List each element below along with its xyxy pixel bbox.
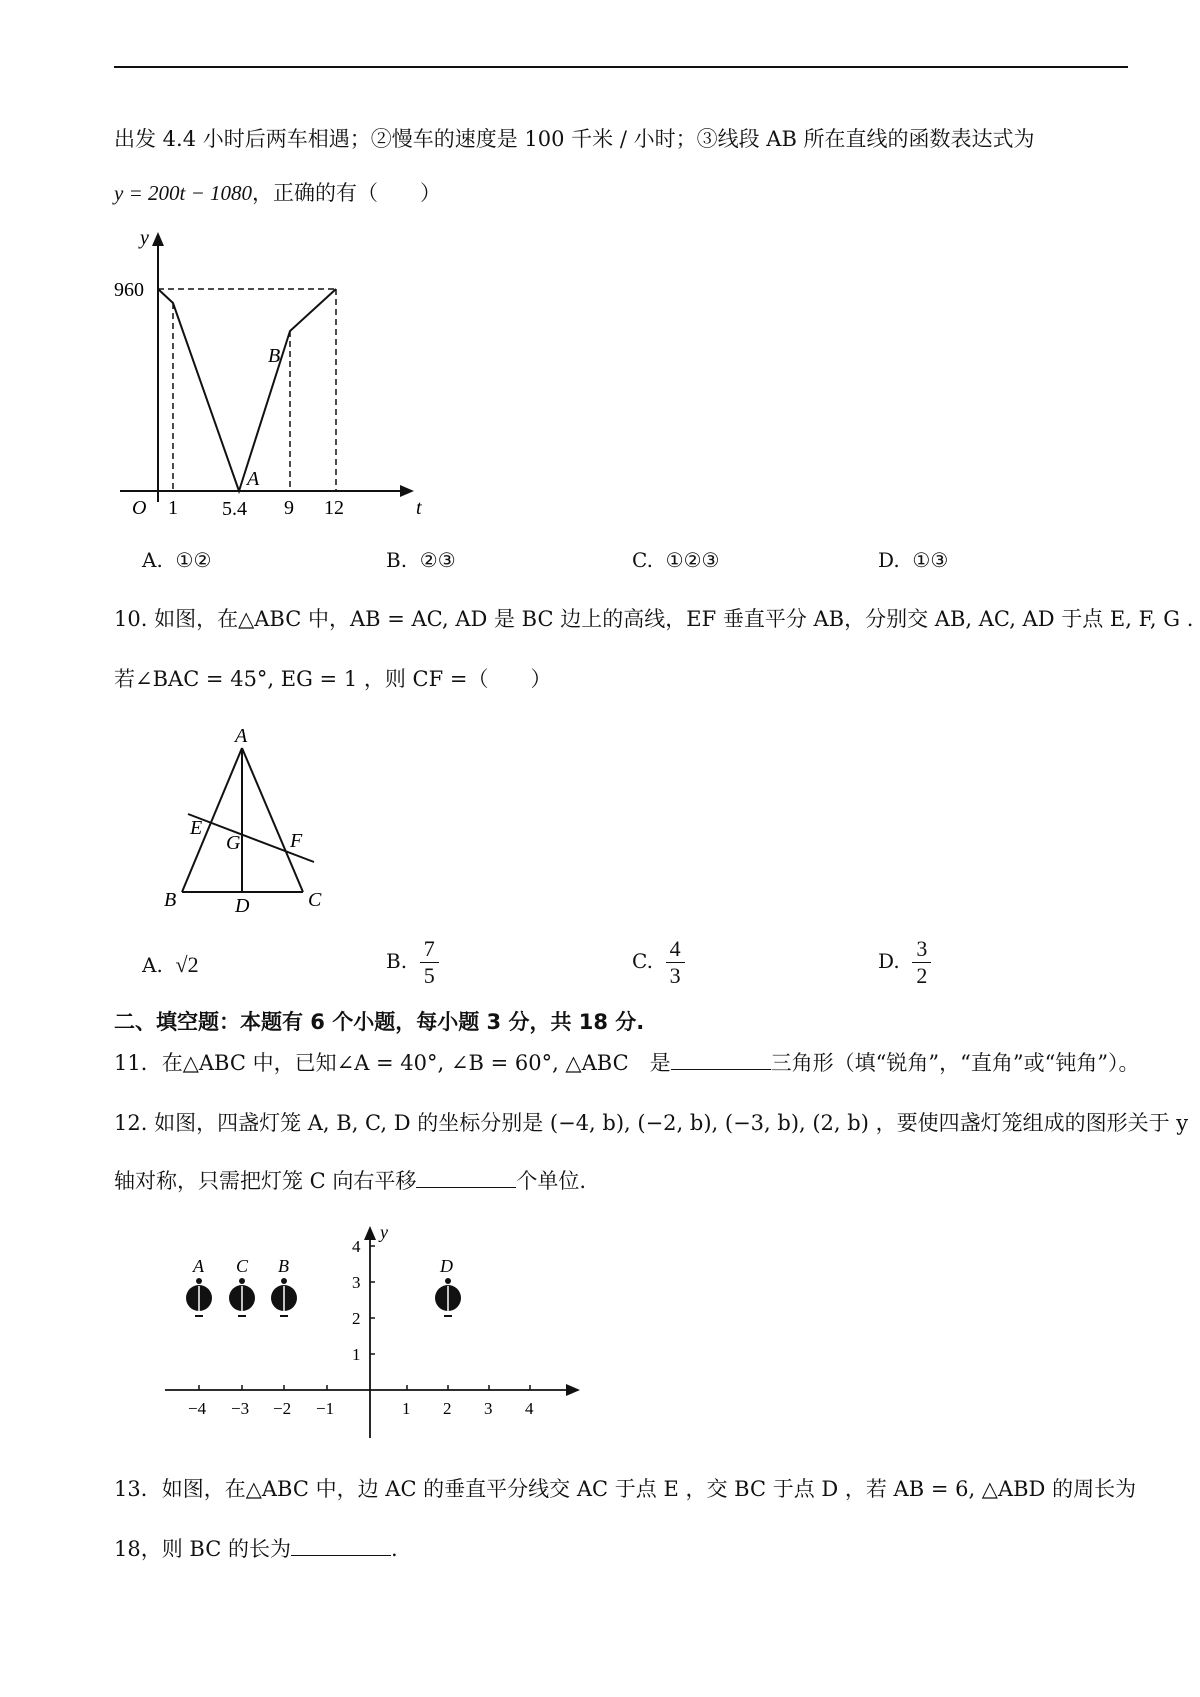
q12-x-tick-2: 2 <box>443 1399 452 1418</box>
q9-option-d[interactable]: D. ①③ <box>878 548 949 572</box>
q13-line1: 13．如图，在△ABC 中，边 AC 的垂直平分线交 AC 于点 E ，交 BC 于点 D ，若 AB = 6, △ABD 的周长为 <box>114 1477 1137 1501</box>
q10-label-g: G <box>226 832 241 854</box>
q9-x-tick-9: 9 <box>284 497 294 519</box>
q11-line: 11．在△ABC 中，已知∠A = 40°, ∠B = 60°, △ABC 是 三角形（填“锐角”，“直角”或“钝角”）。 <box>114 1051 1140 1075</box>
q13-answer-blank[interactable] <box>291 1535 391 1556</box>
q13-line2: 18，则 BC 的长为 . <box>114 1537 398 1561</box>
q9-option-a[interactable]: A. ①② <box>142 548 212 572</box>
q10-line1: 10. 如图，在△ABC 中，AB = AC, AD 是 BC 边上的高线，EF 垂直平分 AB，分别交 AB, AC, AD 于点 E, F, G . <box>114 607 1194 631</box>
q12-x-tick-neg3: −3 <box>231 1399 250 1418</box>
svg-text:C: C <box>236 1256 249 1276</box>
q12-y-label: y <box>380 1222 388 1242</box>
q10-option-c[interactable]: C. $\frac{4}{3}$ <box>632 936 685 989</box>
q12-y-tick-4: 4 <box>352 1237 361 1256</box>
q10-line2: 若∠BAC = 45°, EG = 1 ，则 CF =（ ） <box>114 667 552 691</box>
q12-x-tick-neg1: −1 <box>316 1399 335 1418</box>
q10-label-b: B <box>164 889 177 911</box>
q9-line2-text: ，正确的有（ ） <box>252 181 441 205</box>
q9-point-b: B <box>268 345 281 367</box>
q10-option-b[interactable]: B. $\frac{7}{5}$ <box>386 936 439 989</box>
q9-point-a: A <box>247 468 260 490</box>
lantern-d <box>435 1256 461 1316</box>
q9-y-label: y <box>140 230 149 249</box>
q12-graph <box>160 1220 590 1450</box>
q9-x-tick-5-4: 5.4 <box>222 498 247 520</box>
q12-y-tick-1: 1 <box>352 1345 361 1364</box>
q12-y-tick-2: 2 <box>352 1309 361 1328</box>
q10-label-e: E <box>190 817 203 839</box>
q9-option-b[interactable]: B. ②③ <box>386 548 456 572</box>
q9-origin-label: O <box>132 497 147 519</box>
header-rule <box>114 66 1128 68</box>
lantern-a <box>186 1256 212 1316</box>
q12-line2: 轴对称，只需把灯笼 C 向右平移 个单位. <box>114 1169 587 1193</box>
q9-line2 <box>114 178 441 208</box>
q12-x-tick-3: 3 <box>484 1399 493 1418</box>
q9-t-label: t <box>416 497 422 519</box>
q12-y-tick-3: 3 <box>352 1273 361 1292</box>
q9-graph <box>110 230 430 530</box>
q12-answer-blank[interactable] <box>416 1167 516 1188</box>
svg-text:B: B <box>278 1256 289 1276</box>
svg-text:A: A <box>193 1256 204 1276</box>
q12-x-tick-neg2: −2 <box>273 1399 292 1418</box>
q12-x-tick-4: 4 <box>525 1399 534 1418</box>
q12-line1: 12. 如图，四盏灯笼 A, B, C, D 的坐标分别是 (−4, b), (−2, b), (−3, b), (2, b) ，要使四盏灯笼组成的图形关于 y <box>114 1111 1189 1135</box>
q9-x-tick-1: 1 <box>168 497 178 519</box>
lantern-c <box>229 1256 255 1316</box>
section-2-heading: 二、填空题：本题有 6 个小题，每小题 3 分，共 18 分. <box>114 1010 645 1034</box>
q9-y-tick-960: 960 <box>114 279 144 301</box>
q10-label-d: D <box>235 895 250 917</box>
q12-x-tick-1: 1 <box>402 1399 411 1418</box>
q10-option-a[interactable]: A. √2 <box>142 952 199 977</box>
q10-label-a: A <box>235 725 248 747</box>
q9-line1: 出发 4.4 小时后两车相遇；②慢车的速度是 100 千米 / 小时；③线段 AB 所在直线的函数表达式为 <box>114 127 1035 151</box>
q12-x-tick-neg4: −4 <box>188 1399 207 1418</box>
q10-label-c: C <box>308 889 322 911</box>
q9-x-tick-12: 12 <box>324 497 344 519</box>
svg-text:D: D <box>440 1256 453 1276</box>
q10-label-f: F <box>290 830 303 852</box>
q10-figure <box>150 720 350 920</box>
q9-formula: y = 200t − 1080 <box>114 181 252 205</box>
q10-option-d[interactable]: D. $\frac{3}{2}$ <box>878 936 931 989</box>
q9-option-c[interactable]: C. ①②③ <box>632 548 720 572</box>
q11-answer-blank[interactable] <box>671 1049 771 1070</box>
lantern-b <box>271 1256 297 1316</box>
